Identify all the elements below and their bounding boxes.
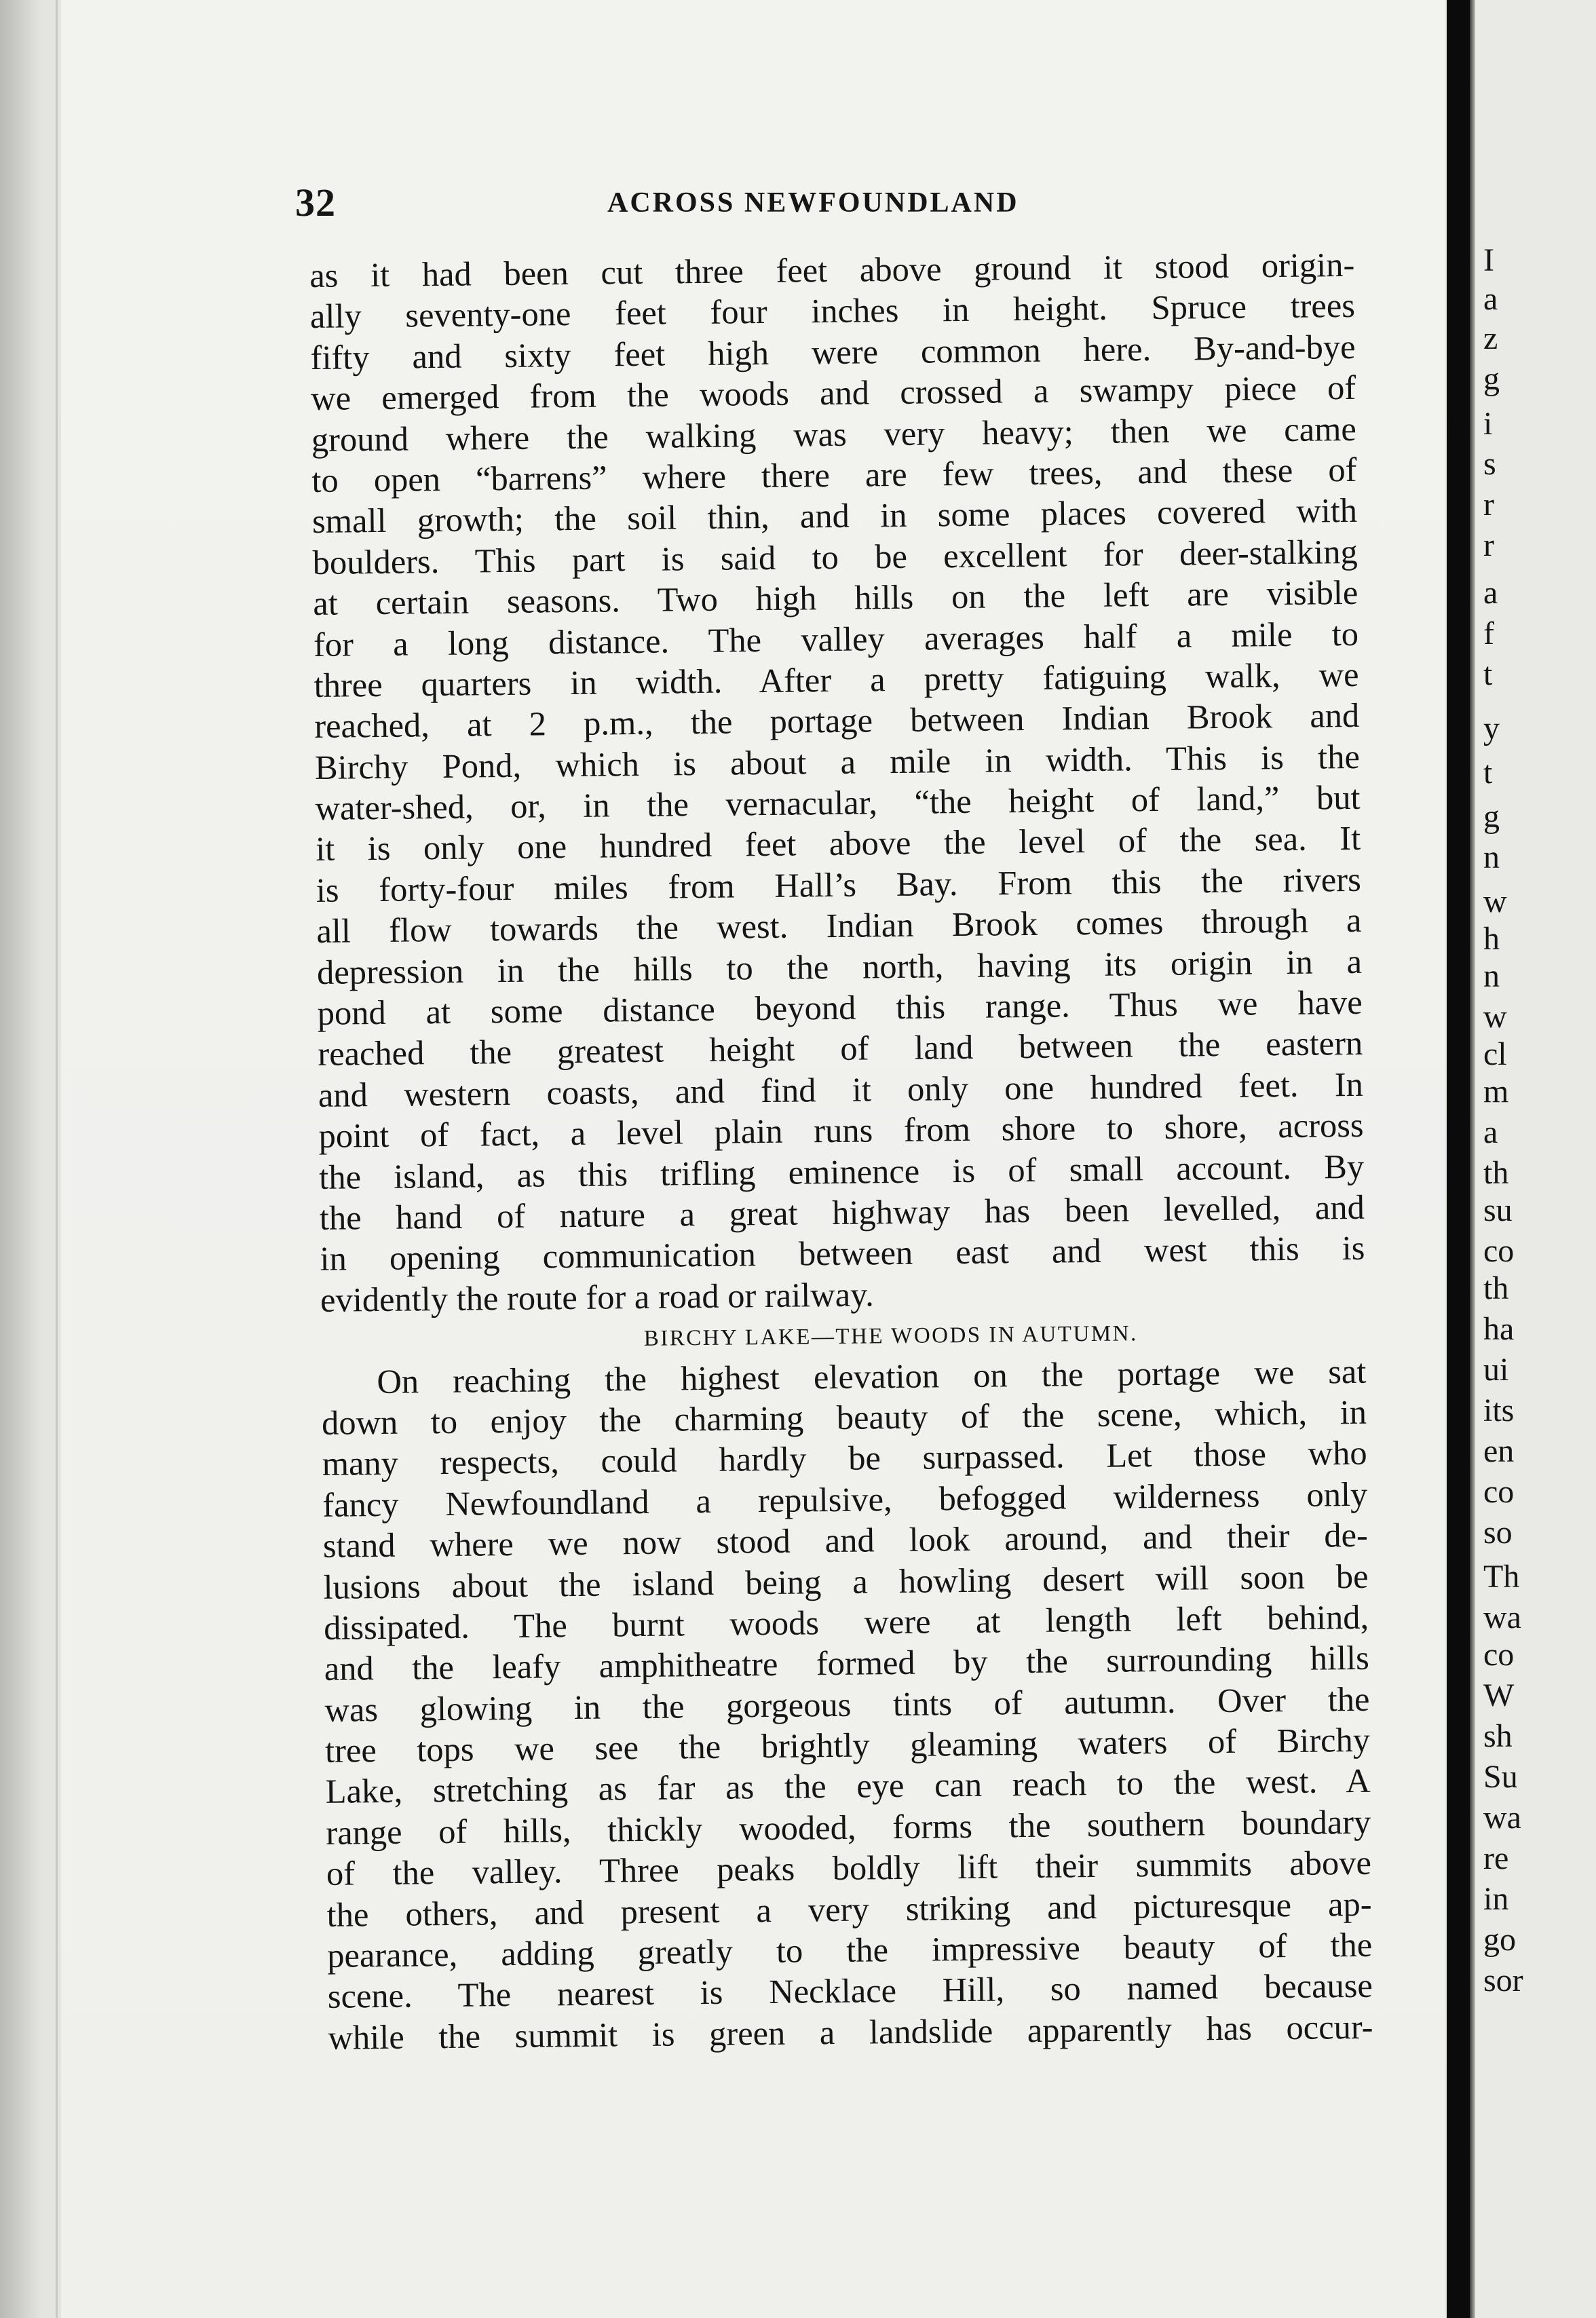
text-line: for a long distance. The valley averages half a mile to bbox=[313, 614, 1359, 664]
text-line: at certain seasons. Two high hills on the left are visible bbox=[313, 573, 1358, 623]
text-line: pearance, adding greatly to the impressive beauty of the bbox=[326, 1925, 1373, 1975]
text-line: depression in the hills to the north, having its origin in a bbox=[316, 942, 1363, 991]
facing-page-fragment: in bbox=[1483, 1881, 1509, 1917]
text-line: ally seventy-one feet four inches in height. Spruce trees bbox=[309, 286, 1356, 336]
facing-page-fragment: t bbox=[1483, 755, 1493, 791]
facing-page-fragment: wa bbox=[1483, 1599, 1521, 1635]
facing-page-fragment: n bbox=[1483, 958, 1500, 994]
facing-page-fragment: wa bbox=[1483, 1800, 1521, 1836]
text-line: three quarters in width. After a pretty fatiguing walk, we bbox=[314, 655, 1359, 704]
text-line: point of fact, a level plain runs from shore to shore, across bbox=[318, 1106, 1364, 1156]
running-title: ACROSS NEWFOUNDLAND bbox=[607, 187, 1019, 218]
facing-page-fragment: h bbox=[1483, 921, 1500, 957]
book-gutter bbox=[1447, 0, 1470, 2318]
text-line: evidently the route for a road or railway. bbox=[320, 1275, 874, 1319]
text-line: the island, as this trifling eminence is of small account. By bbox=[318, 1147, 1365, 1196]
text-line: and the leafy amphitheatre formed by the surrounding hills bbox=[324, 1639, 1370, 1688]
text-line: range of hills, thickly wooded, forms the southern boundary bbox=[326, 1802, 1371, 1852]
facing-page-edge bbox=[1475, 0, 1596, 2318]
running-header bbox=[295, 180, 1530, 234]
facing-page-fragment: a bbox=[1483, 575, 1498, 611]
text-line: all flow towards the west. Indian Brook comes through a bbox=[316, 901, 1362, 951]
facing-page-fragment: Su bbox=[1483, 1759, 1518, 1795]
text-line: stand where we now stood and look around, and their de- bbox=[322, 1515, 1369, 1565]
facing-page-fragment: cl bbox=[1483, 1036, 1507, 1072]
facing-page-fragment: th bbox=[1483, 1155, 1509, 1191]
text-line: in opening communication between east and west this is bbox=[320, 1229, 1365, 1278]
text-line: is forty-four miles from Hall’s Bay. From this the rivers bbox=[316, 860, 1362, 909]
text-line: reached the greatest height of land between the eastern bbox=[318, 1024, 1363, 1074]
facing-page-fragment: th bbox=[1483, 1270, 1509, 1306]
text-line: while the summit is green a landslide apparently has occur- bbox=[328, 2007, 1373, 2057]
text-line: lusions about the island being a howling desert will soon be bbox=[323, 1557, 1369, 1606]
text-line: scene. The nearest is Necklace Hill, so named because bbox=[327, 1966, 1373, 2016]
facing-page-fragment: re bbox=[1483, 1840, 1509, 1876]
facing-page-fragment: a bbox=[1483, 281, 1498, 317]
facing-page-fragment: n bbox=[1483, 839, 1500, 875]
left-margin-shadow bbox=[0, 0, 41, 2318]
gutter-edge bbox=[1470, 0, 1475, 2318]
facing-page-fragment: ha bbox=[1483, 1311, 1515, 1347]
text-line: small growth; the soil thin, and in some places covered with bbox=[311, 491, 1358, 541]
facing-page-fragment: sh bbox=[1483, 1718, 1513, 1754]
page-number: 32 bbox=[295, 180, 336, 225]
facing-page-fragment: z bbox=[1483, 320, 1498, 356]
facing-page-fragment: g bbox=[1483, 361, 1500, 397]
facing-page-fragment: so bbox=[1483, 1515, 1513, 1551]
text-line: many respects, could hardly be surpassed. Let those who bbox=[322, 1434, 1367, 1483]
text-line: fifty and sixty feet high were common here. By-and-bye bbox=[310, 327, 1356, 377]
text-line: Lake, stretching as far as the eye can reach to the west. A bbox=[325, 1762, 1371, 1811]
text-line: down to enjoy the charming beauty of the scene, which, in bbox=[321, 1392, 1367, 1442]
facing-page-fragment: g bbox=[1483, 799, 1500, 835]
facing-page-fragment: co bbox=[1483, 1474, 1515, 1510]
text-line: tree tops we see the brightly gleaming waters of Birchy bbox=[324, 1720, 1371, 1770]
facing-page-fragment: su bbox=[1483, 1192, 1513, 1228]
body-text bbox=[309, 244, 1373, 2058]
facing-page-fragment: r bbox=[1483, 487, 1494, 522]
facing-page-fragment: w bbox=[1483, 884, 1507, 919]
facing-page-fragment: i bbox=[1483, 406, 1493, 442]
text-line: boulders. This part is said to be excellent for deer-stalking bbox=[312, 532, 1358, 582]
text-line: the hand of nature a great highway has been levelled, and bbox=[319, 1188, 1365, 1237]
text-line: ground where the walking was very heavy; then we came bbox=[311, 409, 1357, 459]
text-line: On reaching the highest elevation on the portage we sat bbox=[377, 1352, 1367, 1401]
text-line: and western coasts, and find it only one hundred feet. In bbox=[318, 1065, 1364, 1114]
facing-page-fragment: Th bbox=[1483, 1559, 1520, 1595]
facing-page-fragment: W bbox=[1483, 1677, 1515, 1713]
text-line: it is only one hundred feet above the level of the sea. It bbox=[315, 819, 1361, 869]
facing-page-fragment: go bbox=[1483, 1922, 1516, 1958]
facing-page-fragment: sor bbox=[1483, 1962, 1523, 1998]
facing-page-fragment: m bbox=[1483, 1074, 1509, 1109]
facing-page-fragment: t bbox=[1483, 656, 1493, 692]
facing-page-fragment: r bbox=[1483, 527, 1494, 563]
facing-page-fragment: f bbox=[1483, 615, 1494, 651]
section-heading: BIRCHY LAKE—THE WOODS IN AUTUMN. bbox=[643, 1321, 1138, 1352]
text-line: we emerged from the woods and crossed a swampy piece of bbox=[310, 368, 1356, 418]
facing-page-fragment: a bbox=[1483, 1114, 1498, 1150]
text-line: was glowing in the gorgeous tints of autumn. Over the bbox=[324, 1679, 1370, 1729]
text-line: the others, and present a very striking and picturesque ap- bbox=[326, 1884, 1372, 1934]
facing-page-fragment: s bbox=[1483, 446, 1496, 482]
text-line: of the valley. Three peaks boldly lift their summits above bbox=[326, 1843, 1372, 1893]
facing-page-fragment: y bbox=[1483, 710, 1500, 746]
text-line: fancy Newfoundland a repulsive, befogged wilderness only bbox=[322, 1475, 1368, 1524]
text-line: reached, at 2 p.m., the portage between Indian Brook and bbox=[314, 696, 1360, 746]
text-line: to open “barrens” where there are few trees, and these of bbox=[311, 450, 1357, 499]
facing-page-fragment: co bbox=[1483, 1637, 1515, 1673]
facing-page-fragment: w bbox=[1483, 999, 1507, 1035]
text-line: Birchy Pond, which is about a mile in width. This is the bbox=[314, 737, 1361, 786]
left-page-edge bbox=[56, 0, 58, 2318]
facing-page-fragment: its bbox=[1483, 1392, 1515, 1428]
facing-page-fragment: en bbox=[1483, 1433, 1515, 1469]
facing-page-fragment: co bbox=[1483, 1233, 1515, 1269]
text-line: dissipated. The burnt woods were at length left behind, bbox=[323, 1597, 1369, 1647]
text-line: as it had been cut three feet above ground it stood origin- bbox=[309, 245, 1355, 294]
text-line: water-shed, or, in the vernacular, “the height of land,” but bbox=[315, 778, 1361, 828]
facing-page-fragment: ui bbox=[1483, 1352, 1509, 1388]
text-line: pond at some distance beyond this range. Thus we have bbox=[317, 983, 1363, 1032]
facing-page-fragment: I bbox=[1483, 242, 1494, 278]
